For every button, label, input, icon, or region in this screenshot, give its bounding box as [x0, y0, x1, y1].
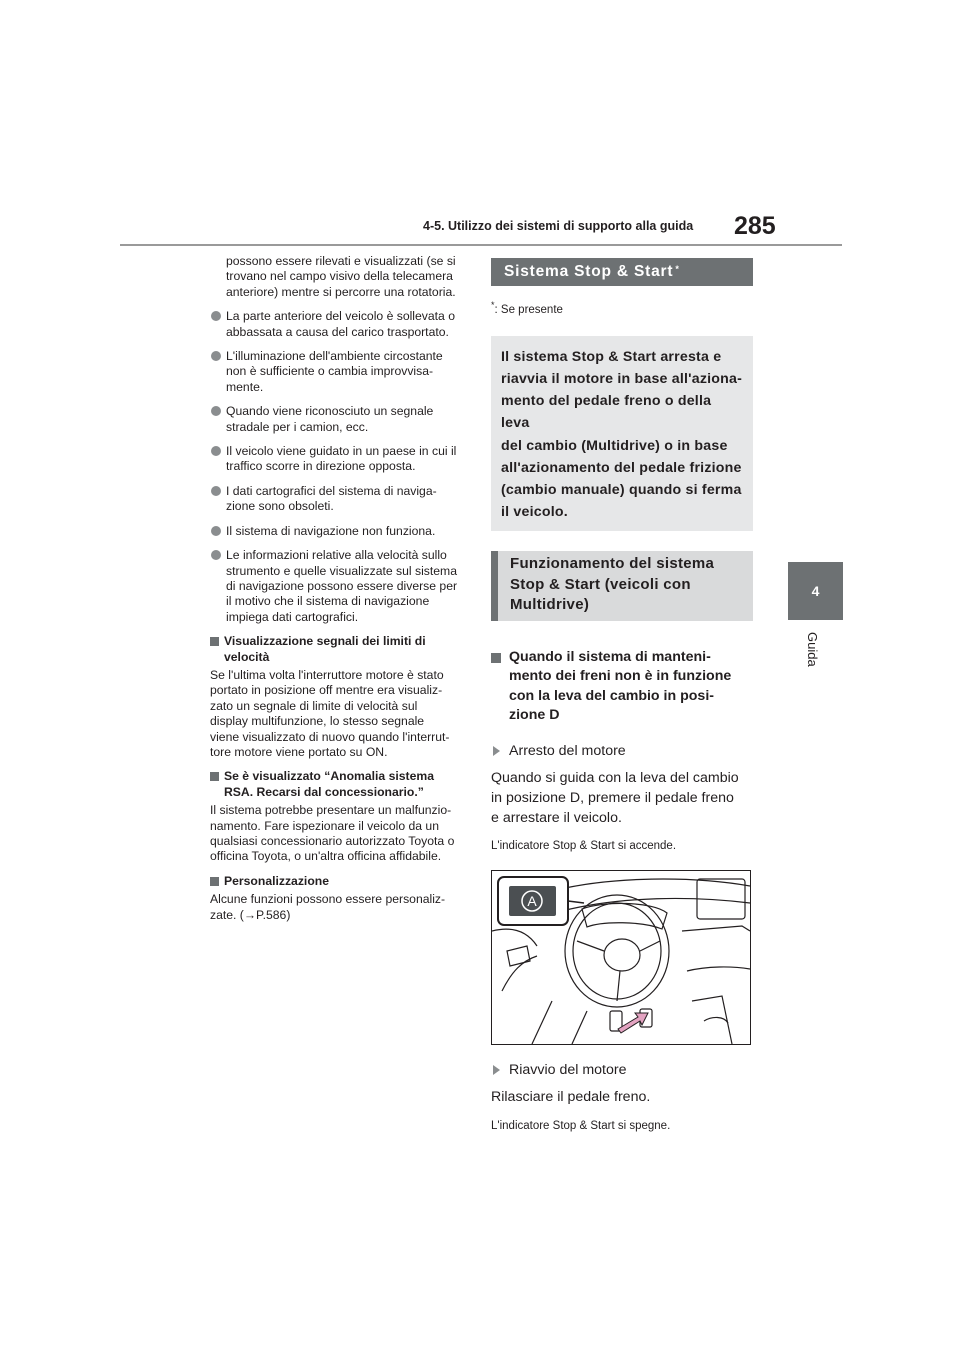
text-line: di navigazione possono essere diverse per	[226, 578, 458, 593]
condition-heading	[491, 648, 753, 726]
bullet-dot-icon	[211, 406, 221, 416]
text-line: Se l'ultima volta l'interruttore motore è stato	[210, 667, 444, 682]
step-body	[491, 769, 753, 828]
text-line: zione D	[509, 707, 560, 724]
triangle-bullet-icon	[493, 1065, 500, 1075]
text-line: zione sono obsoleti.	[226, 499, 334, 514]
text-line: mento del pedale freno o della leva	[501, 393, 712, 432]
intro-paragraph	[210, 254, 472, 300]
text-line: Alcune funzioni possono essere personaliz-	[210, 892, 446, 907]
left-column	[210, 254, 472, 932]
text-line: del cambio (Multidrive) o in base	[501, 437, 728, 454]
list-item	[210, 349, 472, 395]
text-line: (cambio manuale) quando si ferma	[501, 482, 742, 499]
text-line: qualsiasi concessionario autorizzato Toyota o	[210, 834, 455, 848]
section-header-title: 4-5. Utilizzo dei sistemi di supporto alla guida	[423, 219, 694, 233]
text-line: traffico scorre in direzione opposta.	[226, 459, 416, 474]
step-note: L'indicatore Stop & Start si spegne.	[491, 1120, 671, 1133]
text-line: Funzionamento del sistema	[510, 555, 715, 573]
list-item	[210, 524, 472, 539]
bullet-dot-icon	[211, 550, 221, 560]
text-line: portato in posizione off mentre era visualiz-	[210, 683, 443, 698]
triangle-bullet-icon	[493, 746, 500, 756]
text-line: in posizione D, premere il pedale freno	[491, 789, 734, 806]
text-line: Il sistema potrebbe presentare un malfunzio-	[210, 803, 452, 818]
text-line: zato un segnale di limite di velocità sul	[210, 698, 418, 713]
chapter-label: Guida	[805, 632, 820, 667]
text-line: L'illuminazione dell'ambiente circostante	[226, 349, 443, 364]
square-bullet-icon	[210, 772, 219, 781]
text-line: e arrestare il veicolo.	[491, 809, 622, 826]
step-label	[491, 1062, 753, 1078]
list-item	[210, 484, 472, 515]
text-line: Il veicolo viene guidato in un paese in cui il	[226, 444, 457, 459]
text-line: I dati cartografici del sistema di naviga-	[226, 483, 437, 498]
text-line: mento dei freni non è in funzione	[509, 668, 732, 685]
text-line: anteriore) mentre si percorre una rotatoria.	[226, 284, 456, 299]
step-label-text: Arresto del motore	[509, 742, 626, 759]
footnote-text: : Se presente	[494, 303, 563, 316]
text-line: il veicolo.	[501, 504, 568, 521]
section-title-bar	[491, 258, 753, 286]
text-line: Le informazioni relative alla velocità sullo	[226, 548, 447, 563]
text-line: trovano nel campo visivo della telecamera	[226, 269, 453, 284]
text-line: namento. Fare ispezionare il veicolo da un	[210, 818, 439, 833]
text-line: il motivo che il sistema di navigazione	[226, 594, 430, 609]
text-line: possono essere rilevati e visualizzati (se si	[226, 254, 456, 268]
footnote	[491, 300, 753, 316]
text-line: Quando il sistema di manteni-	[509, 648, 711, 665]
chapter-tab	[788, 562, 843, 620]
text-line: Multidrive)	[510, 596, 590, 614]
text-line: Quando viene riconosciuto un segnale	[226, 404, 434, 419]
text-line: non è sufficiente o cambia improvvisa-	[226, 364, 434, 379]
section-heading	[210, 769, 472, 800]
text-line: officina Toyota, o un'altra officina affidabile.	[210, 849, 442, 864]
car-interior-drawing	[492, 871, 750, 1044]
section-heading	[210, 874, 472, 889]
step-label	[491, 743, 753, 759]
text-line: strumento e quelle visualizzate sul sistema	[226, 563, 457, 578]
chapter-number: 4	[811, 583, 820, 599]
text-line: stradale per i camion, ecc.	[226, 419, 369, 434]
text-line: Quando si guida con la leva del cambio	[491, 769, 739, 786]
text-line: tore motore viene portato su ON.	[210, 744, 388, 759]
page-reference-link[interactable]: zate. (→P.586)	[210, 907, 291, 922]
text-line: RSA. Recarsi dal concessionario.”	[224, 784, 424, 799]
square-bullet-icon	[491, 653, 501, 663]
list-item	[210, 548, 472, 625]
text-line: Personalizzazione	[224, 873, 329, 888]
bullet-dot-icon	[211, 486, 221, 496]
bullet-dot-icon	[211, 526, 221, 536]
page-number: 285	[734, 212, 776, 240]
text-line: impiega dati cartografici.	[226, 609, 359, 624]
text-line: La parte anteriore del veicolo è sollevata o	[226, 309, 455, 324]
step-label-text: Riavvio del motore	[509, 1062, 627, 1079]
section-body	[210, 803, 472, 865]
section-title: Sistema Stop & Start	[504, 263, 674, 280]
text-line: all'azionamento del pedale frizione	[501, 459, 742, 476]
step-note: L'indicatore Stop & Start si accende.	[491, 840, 677, 853]
subsection-title	[491, 551, 753, 621]
text-line: Stop & Start (veicoli con	[510, 575, 691, 593]
text-line: display multifunzione, lo stesso segnale	[210, 714, 425, 729]
footnote-mark: *	[491, 300, 495, 310]
bullet-dot-icon	[211, 311, 221, 321]
text-line: Il sistema Stop & Start arresta e	[501, 348, 722, 365]
text-line: con la leva del cambio in posi-	[509, 687, 714, 704]
square-bullet-icon	[210, 877, 219, 886]
list-item	[210, 309, 472, 340]
square-bullet-icon	[210, 637, 219, 646]
text-line: Visualizzazione segnali dei limiti di	[224, 634, 426, 649]
chapter-label-container	[800, 632, 830, 692]
text-line: riavvia il motore in base all'aziona-	[501, 371, 743, 388]
text-line: Il sistema di navigazione non funziona.	[226, 523, 436, 538]
footnote-mark: *	[675, 264, 680, 274]
step-body: Rilasciare il pedale freno.	[491, 1089, 651, 1106]
section-heading	[210, 634, 472, 665]
list-item	[210, 404, 472, 435]
list-item	[210, 444, 472, 475]
dashboard-illustration	[491, 870, 751, 1045]
text-line: abbassata a causa del carico trasportato.	[226, 324, 449, 339]
section-body	[210, 668, 472, 760]
text-line: velocità	[224, 649, 270, 664]
text-line: viene visualizzato di nuovo quando l'interrut-	[210, 729, 450, 744]
text-line: Se è visualizzato “Anomalia sistema	[224, 769, 434, 784]
bullet-dot-icon	[211, 446, 221, 456]
header-divider	[120, 244, 842, 246]
text-line: mente.	[226, 379, 264, 394]
indicator-letter: A	[527, 893, 537, 910]
section-body	[210, 892, 472, 923]
bullet-dot-icon	[211, 351, 221, 361]
right-column	[491, 258, 753, 1132]
summary-box	[491, 336, 753, 532]
